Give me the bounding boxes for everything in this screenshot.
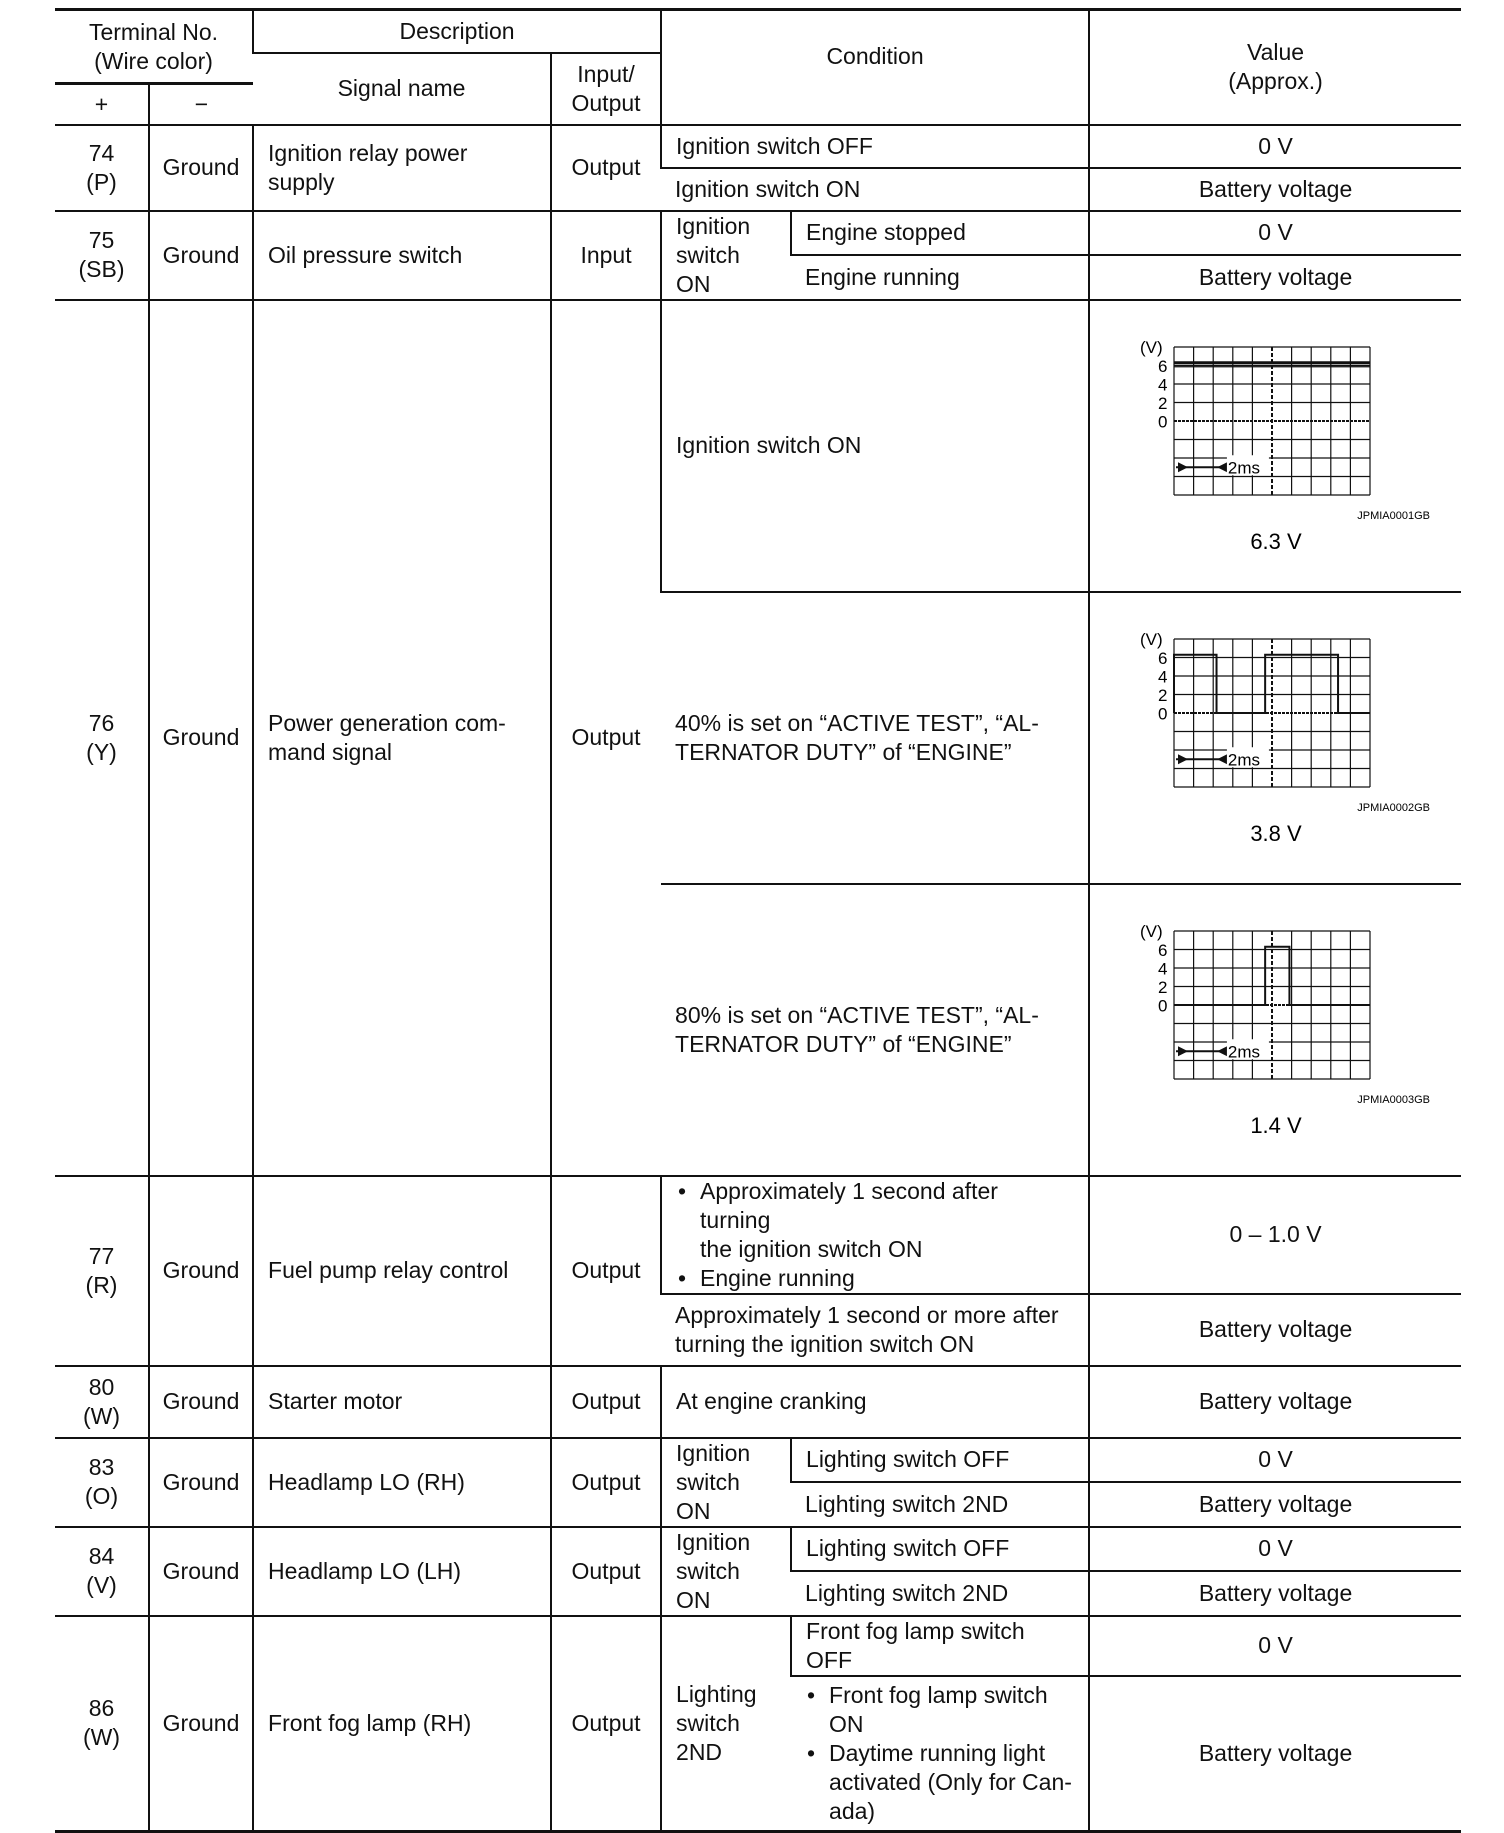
condition-bullets — [676, 1177, 1074, 1293]
condition-group — [661, 1616, 791, 1832]
condition-cell — [661, 300, 1089, 592]
header-io-output: Output — [571, 89, 641, 116]
header-plus: + — [55, 84, 149, 125]
condition-cell — [661, 1294, 1089, 1366]
bullet-line: • Front fog lamp switch — [829, 1681, 1048, 1708]
terminal-cell — [55, 1616, 149, 1832]
condition-group — [661, 211, 791, 300]
bullet-line: the ignition switch ON — [700, 1235, 923, 1262]
signal-name: Starter motor — [253, 1366, 551, 1438]
signal-name: Front fog lamp (RH) — [253, 1616, 551, 1832]
y-tick-label: 6 — [1158, 648, 1168, 668]
time-arrow — [1178, 462, 1188, 472]
bullet-line: • Daytime running light — [829, 1739, 1046, 1766]
time-arrow — [1217, 462, 1227, 472]
ground-cell: Ground — [149, 1527, 253, 1616]
ground-cell: Ground — [149, 1176, 253, 1366]
io-cell: Output — [551, 1527, 661, 1616]
condition-cell — [661, 1176, 1089, 1294]
time-arrow — [1217, 1046, 1227, 1056]
condition-group-line: Ignition — [676, 212, 751, 239]
figure-code: JPMIA0002GB — [1357, 801, 1431, 814]
y-tick-label: 2 — [1158, 977, 1168, 997]
value-cell: Battery voltage — [1089, 1482, 1461, 1527]
terminal-cell — [55, 1176, 149, 1366]
condition-cell — [661, 592, 1089, 884]
y-tick-label: 6 — [1158, 356, 1168, 376]
header-value — [1089, 10, 1461, 125]
condition-line: Approximately 1 second or more after — [675, 1301, 1059, 1328]
y-unit-label: (V) — [1140, 337, 1163, 357]
signal-line: Power generation com- — [268, 709, 506, 736]
ground-cell: Ground — [149, 300, 253, 1176]
y-tick-label: 4 — [1158, 959, 1168, 978]
value-cell: Battery voltage — [1089, 255, 1461, 300]
condition-group-line: switch ON — [676, 1557, 740, 1613]
bullet-item: • Engine running — [676, 1264, 1074, 1293]
value-cell: 0 V — [1089, 1438, 1461, 1483]
value-cell: 0 V — [1089, 125, 1461, 168]
value-cell: 0 – 1.0 V — [1089, 1176, 1461, 1294]
io-cell: Input — [551, 211, 661, 300]
condition-line: TERNATOR DUTY” of “ENGINE” — [675, 1030, 1012, 1057]
value-cell: Battery voltage — [1089, 168, 1461, 211]
y-tick-label: 0 — [1158, 704, 1168, 723]
time-arrow — [1217, 754, 1227, 764]
signal-name: Oil pressure switch — [253, 211, 551, 300]
table-row — [55, 1366, 1461, 1438]
value-cell: Battery voltage — [1089, 1294, 1461, 1366]
header-io-input: Input/ — [577, 60, 635, 87]
ground-cell: Ground — [149, 211, 253, 300]
condition-group-line: switch — [676, 1709, 740, 1736]
header-description: Description — [253, 10, 661, 53]
value-cell: Battery voltage — [1089, 1676, 1461, 1832]
value-cell: 0 V — [1089, 1527, 1461, 1572]
y-tick-label: 4 — [1158, 667, 1168, 686]
bullet-line: • Approximately 1 second after turning — [700, 1177, 998, 1233]
table-row — [55, 1438, 1461, 1483]
terminal-number: 76 — [88, 709, 115, 736]
condition-bullets — [805, 1681, 1074, 1826]
ground-cell: Ground — [149, 125, 253, 211]
header-row-1 — [55, 10, 1461, 53]
ground-cell: Ground — [149, 1616, 253, 1832]
signal-name: Headlamp LO (RH) — [253, 1438, 551, 1527]
condition-group-line: Lighting — [676, 1680, 757, 1707]
condition-line: Ignition switch ON — [676, 432, 862, 458]
table-row — [55, 1527, 1461, 1572]
condition-group-line: Ignition — [676, 1528, 751, 1555]
time-label: 2ms — [1227, 749, 1261, 769]
signal-name: Fuel pump relay control — [253, 1176, 551, 1366]
terminal-number: 83 — [88, 1454, 115, 1480]
condition-cell: Ignition switch ON — [661, 168, 1089, 211]
wire-color: (SB) — [78, 256, 125, 282]
y-tick-label: 0 — [1158, 996, 1168, 1015]
header-wire-color: (Wire color) — [94, 47, 213, 74]
condition-line: 40% is set on “ACTIVE TEST”, “AL- — [675, 709, 1039, 736]
header-value-label: Value — [1246, 39, 1305, 66]
terminal-spec-table — [55, 8, 1461, 1833]
signal-name: Headlamp LO (LH) — [253, 1527, 551, 1616]
terminal-cell — [55, 1366, 149, 1438]
waveform-cell — [1089, 592, 1461, 884]
ground-cell: Ground — [149, 1366, 253, 1438]
terminal-number: 80 — [88, 1373, 115, 1400]
figure-code: JPMIA0003GB — [1357, 1093, 1431, 1106]
header-io — [551, 53, 661, 125]
header-signal-name: Signal name — [253, 53, 551, 125]
condition-group-line: switch ON — [676, 241, 740, 297]
io-cell: Output — [551, 1366, 661, 1438]
y-unit-label: (V) — [1140, 921, 1163, 941]
y-tick-label: 2 — [1158, 685, 1168, 705]
io-cell: Output — [551, 125, 661, 211]
value-cell: Battery voltage — [1089, 1571, 1461, 1616]
wire-color: (V) — [86, 1572, 117, 1598]
header-value-approx: (Approx.) — [1228, 68, 1323, 95]
y-tick-label: 2 — [1158, 393, 1168, 413]
condition-line: 80% is set on “ACTIVE TEST”, “AL- — [675, 1001, 1039, 1028]
condition-cell: Front fog lamp switch OFF — [791, 1616, 1089, 1676]
io-cell: Output — [551, 1438, 661, 1527]
bullet-item — [805, 1739, 1074, 1826]
bullet-line: ON — [829, 1710, 864, 1737]
value-cell: Battery voltage — [1089, 1366, 1461, 1438]
signal-name: Ignition relay power supply — [253, 125, 551, 211]
condition-line: TERNATOR DUTY” of “ENGINE” — [675, 738, 1012, 765]
condition-group-line: 2ND — [676, 1738, 723, 1765]
table-row — [55, 1616, 1461, 1676]
condition-cell: Engine stopped — [791, 211, 1089, 256]
signal-name — [253, 300, 551, 1176]
condition-group-line: switch ON — [676, 1468, 740, 1524]
figure-code: JPMIA0001GB — [1357, 509, 1431, 522]
condition-line: turning the ignition switch ON — [675, 1330, 975, 1357]
y-tick-label: 0 — [1158, 412, 1168, 431]
condition-cell — [661, 884, 1089, 1176]
io-cell: Output — [551, 1176, 661, 1366]
terminal-cell — [55, 1438, 149, 1527]
wire-color: (O) — [84, 1483, 119, 1509]
header-terminal — [55, 10, 253, 84]
io-cell: Output — [551, 1616, 661, 1832]
terminal-cell — [55, 125, 149, 211]
y-tick-label: 4 — [1158, 375, 1168, 394]
time-arrow — [1178, 1046, 1188, 1056]
wire-color: (W) — [82, 1402, 121, 1429]
value-cell: 0 V — [1089, 211, 1461, 256]
bullet-line: activated (Only for Can- — [829, 1768, 1072, 1795]
header-terminal-no: Terminal No. — [88, 18, 219, 45]
terminal-number: 74 — [88, 139, 115, 166]
waveform-cell — [1089, 300, 1461, 592]
condition-cell: Lighting switch 2ND — [791, 1571, 1089, 1616]
terminal-number: 77 — [88, 1242, 115, 1269]
bullet-item — [676, 1177, 1074, 1264]
value-cell: 0 V — [1089, 1616, 1461, 1676]
condition-cell: Lighting switch 2ND — [791, 1482, 1089, 1527]
header-condition: Condition — [661, 10, 1089, 125]
wire-color: (W) — [82, 1724, 121, 1751]
waveform-value: 6.3 V — [1250, 528, 1302, 554]
terminal-number: 84 — [88, 1543, 115, 1569]
condition-group-line: Ignition — [676, 1439, 751, 1466]
condition-cell — [791, 1676, 1089, 1832]
condition-cell: Ignition switch OFF — [661, 125, 1089, 168]
condition-cell: At engine cranking — [661, 1366, 1089, 1438]
oscilloscope-chart — [1090, 301, 1461, 591]
condition-cell: Lighting switch OFF — [791, 1438, 1089, 1483]
terminal-cell — [55, 300, 149, 1176]
time-label: 2ms — [1227, 457, 1261, 477]
terminal-number: 75 — [88, 227, 115, 253]
time-label: 2ms — [1227, 1041, 1261, 1061]
time-arrow — [1178, 754, 1188, 764]
waveform-cell — [1089, 884, 1461, 1176]
oscilloscope-chart — [1090, 885, 1461, 1175]
table-row — [55, 211, 1461, 256]
terminal-cell — [55, 1527, 149, 1616]
wire-color: (P) — [86, 168, 117, 195]
condition-group — [661, 1438, 791, 1527]
bullet-line: ada) — [829, 1797, 876, 1824]
wire-color: (R) — [85, 1271, 118, 1298]
table-row — [55, 1176, 1461, 1294]
y-tick-label: 6 — [1158, 940, 1168, 960]
oscilloscope-chart — [1090, 593, 1461, 883]
terminal-cell — [55, 211, 149, 300]
io-cell: Output — [551, 300, 661, 1176]
ground-cell: Ground — [149, 1438, 253, 1527]
terminal-number: 86 — [88, 1695, 115, 1722]
table-row — [55, 300, 1461, 592]
bullet-item — [805, 1681, 1074, 1739]
condition-cell: Lighting switch OFF — [791, 1527, 1089, 1572]
waveform-value: 3.8 V — [1250, 820, 1302, 846]
y-unit-label: (V) — [1140, 629, 1163, 649]
header-minus: − — [149, 84, 253, 125]
condition-group — [661, 1527, 791, 1616]
condition-cell: Engine running — [791, 255, 1089, 300]
table-row — [55, 125, 1461, 168]
waveform-value: 1.4 V — [1250, 1112, 1302, 1138]
wire-color: (Y) — [86, 738, 117, 765]
signal-line: mand signal — [268, 738, 393, 765]
